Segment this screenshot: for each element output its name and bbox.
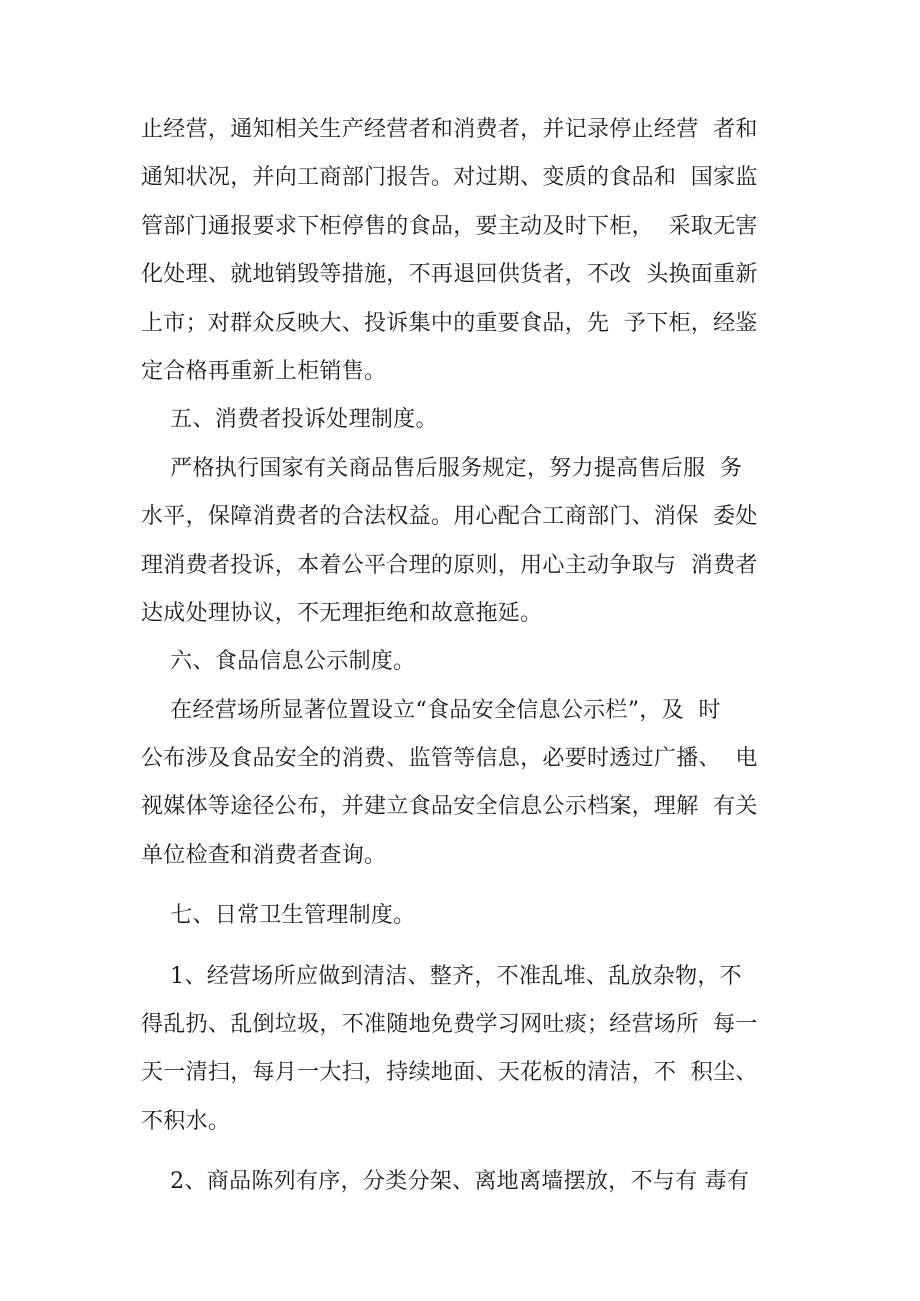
- section-heading: 五、消费者投诉处理制度。: [141, 407, 438, 433]
- text-line: 2、商品陈列有序，分类分架、离地离墙摆放，不与有 毒有: [141, 1169, 750, 1195]
- text-line: 1、经营场所应做到清洁、整齐，不准乱堆、乱放杂物，不: [141, 963, 742, 989]
- text-line: 严格执行国家有关商品售后服务规定，努力提高售后服 务: [141, 455, 743, 481]
- text-line: 公布涉及食品安全的消费、监管等信息，必要时透过广播、 电: [141, 746, 758, 772]
- text-line: 达成处理协议，不无理拒绝和故意拖延。: [141, 600, 543, 626]
- text-line: 天一清扫，每月一大扫，持续地面、天花板的清洁，不 积尘、: [141, 1060, 758, 1086]
- text-line: 上市；对群众反映大、投诉集中的重要食品，先 予下柜，经鉴: [141, 310, 758, 336]
- text-line: 不积水。: [141, 1108, 231, 1134]
- text-line: 定合格再重新上柜销售。: [141, 358, 387, 384]
- text-line: 在经营场所显著位置设立“食品安全信息公示栏”，及 时: [141, 697, 721, 723]
- text-line: 理消费者投诉，本着公平合理的原则，用心主动争取与 消费者: [141, 552, 758, 578]
- document-body: [141, 116, 786, 1217]
- text-line: 视媒体等途径公布，并建立食品安全信息公示档案，理解 有关: [141, 794, 758, 820]
- text-line: 得乱扔、乱倒垃圾，不准随地免费学习网吐痰；经营场所 每一: [141, 1012, 758, 1038]
- text-line: 管部门通报要求下柜停售的食品，要主动及时下柜， 采取无害: [141, 213, 758, 239]
- text-line: 单位检查和消费者查询。: [141, 842, 387, 868]
- text-line: 止经营，通知相关生产经营者和消费者，并记录停止经营 者和: [141, 117, 758, 142]
- section-heading: 六、食品信息公示制度。: [141, 649, 416, 675]
- text-line: 水平，保障消费者的合法权益。用心配合工商部门、消保 委处: [141, 504, 758, 530]
- text-line: 通知状况，并向工商部门报告。对过期、变质的食品和 国家监: [141, 165, 758, 191]
- section-heading: 七、日常卫生管理制度。: [141, 903, 416, 929]
- text-line: 化处理、就地销毁等措施，不再退回供货者，不改 头换面重新: [141, 262, 758, 288]
